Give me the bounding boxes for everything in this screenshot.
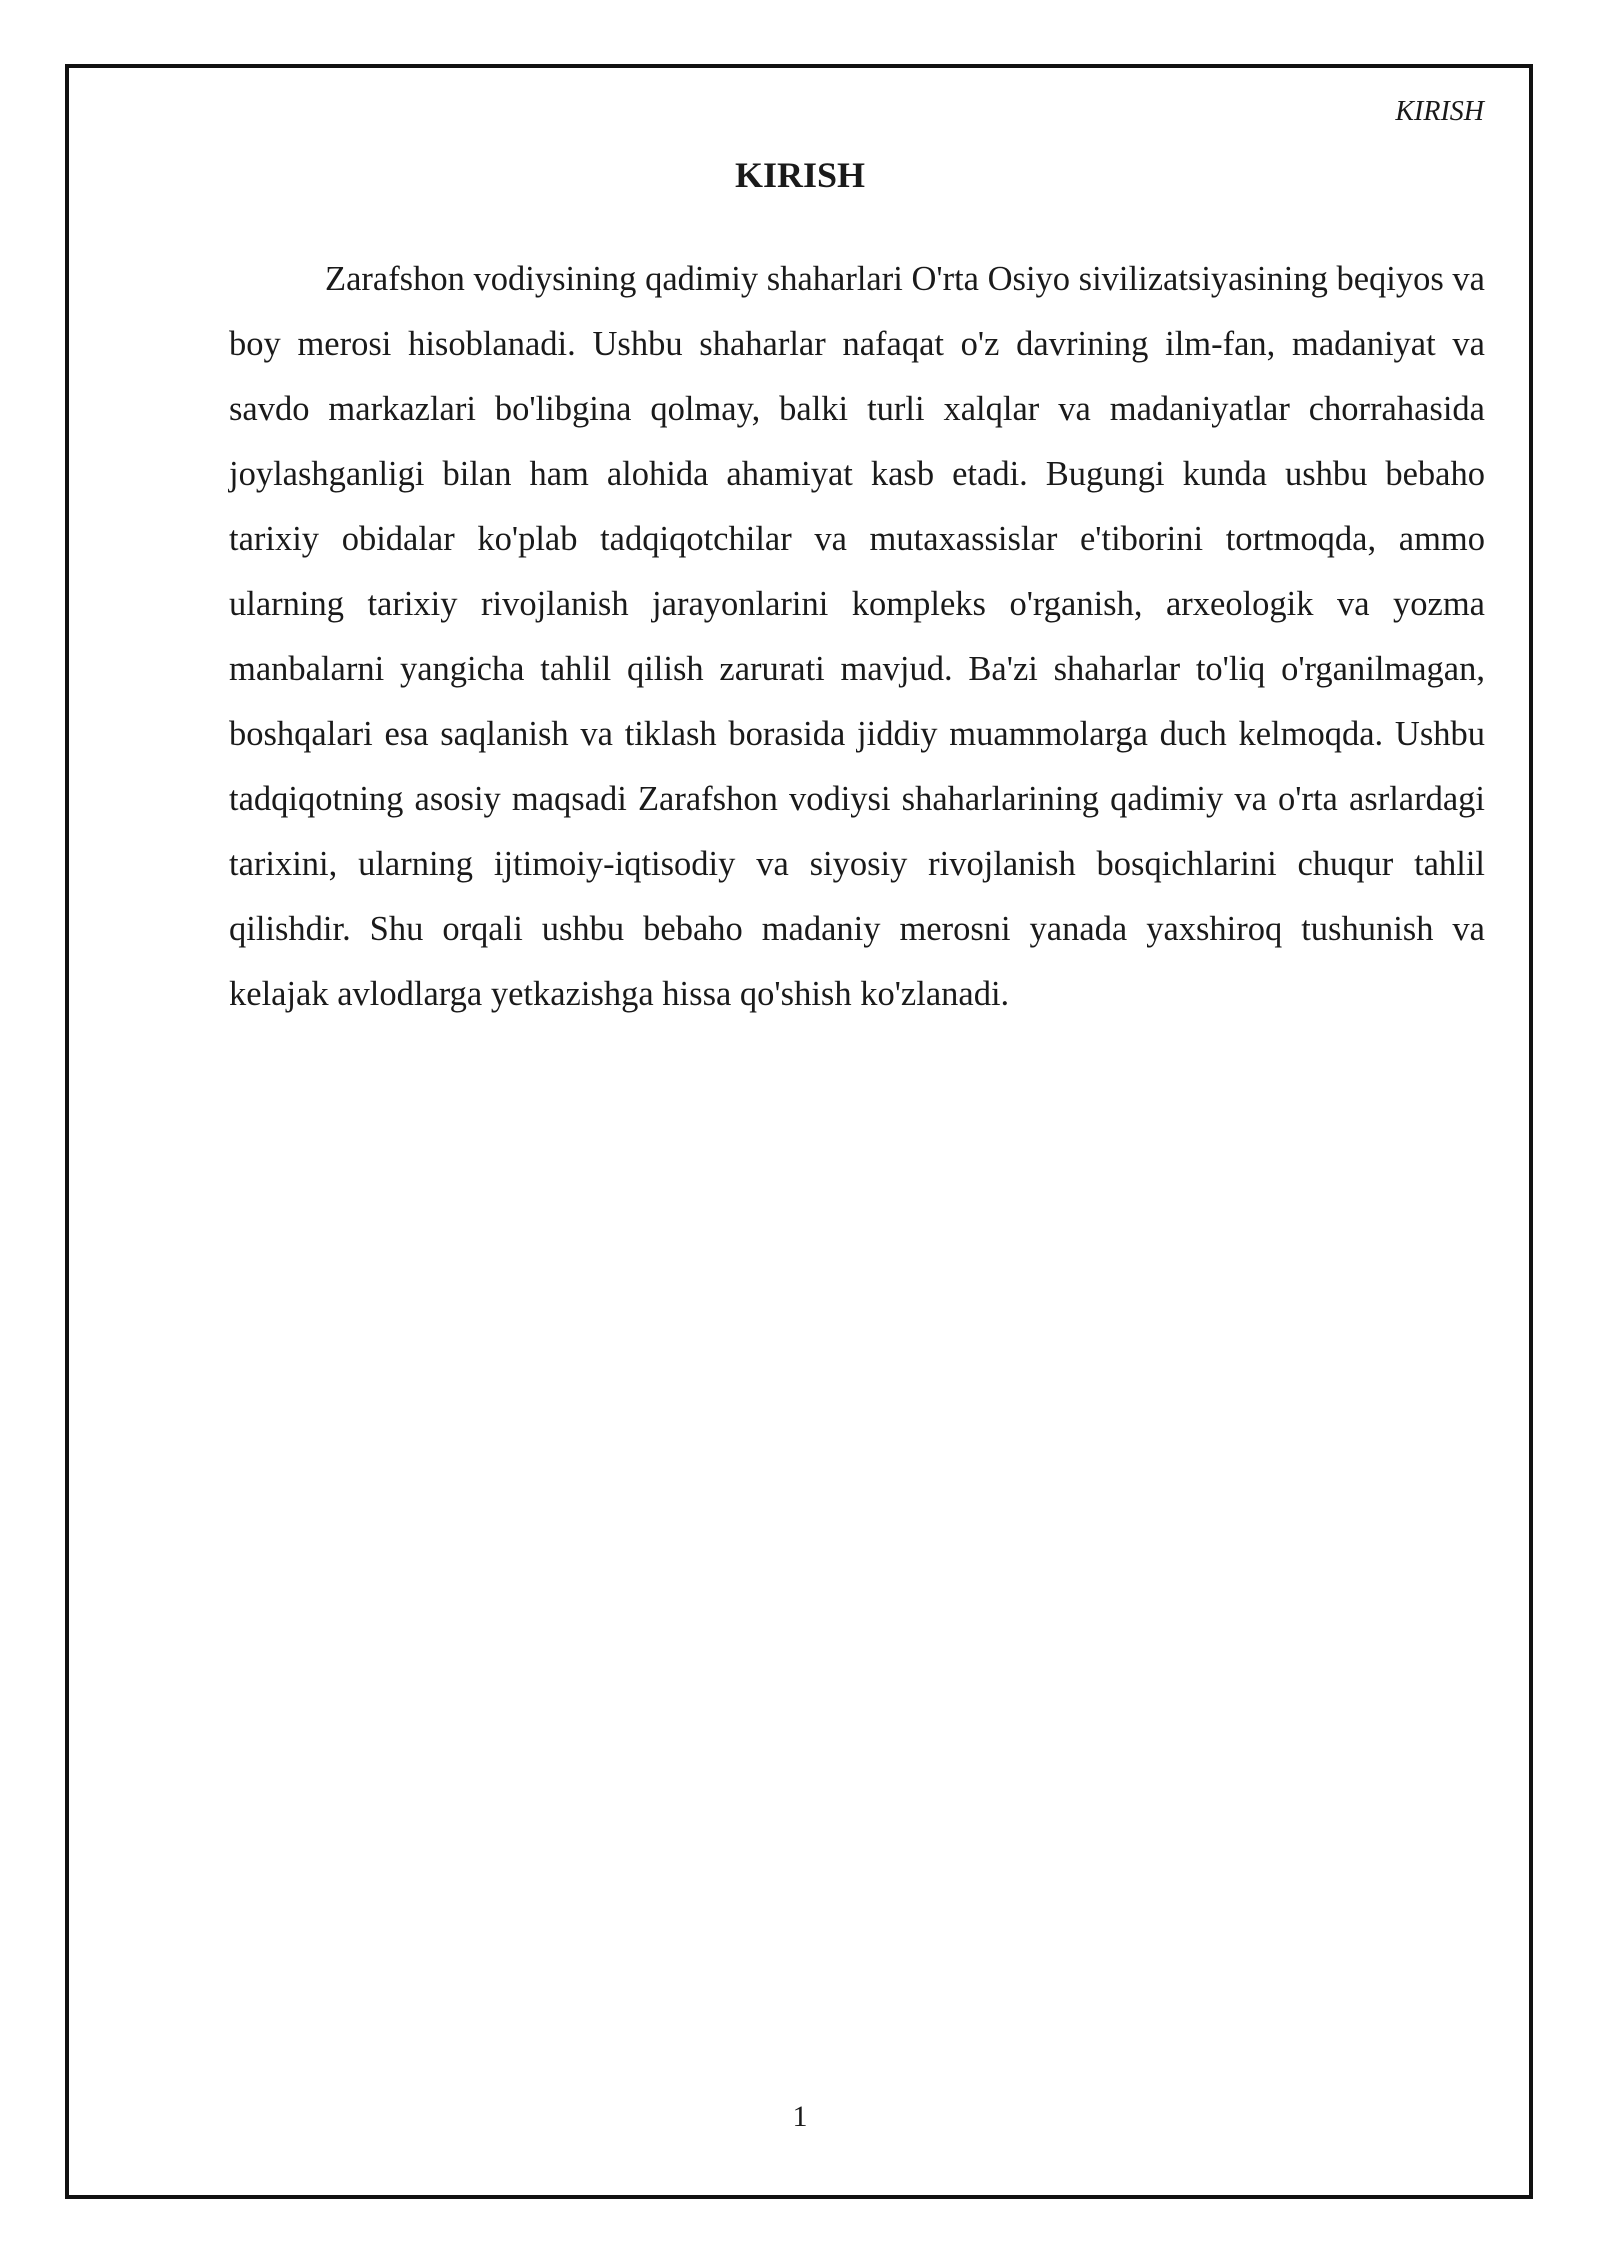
running-header: KIRISH xyxy=(1395,96,1484,127)
body-paragraph: Zarafshon vodiysining qadimiy shaharlari O'rta Osiyo sivilizatsiyasining beqiyos va boy merosi hisoblanadi. Ushbu shaharlar nafaqat o'z davrining ilm-fan, madaniyat va savdo markazlari bo'libgina qolmay, balki turli xalqlar va madaniyatlar chorrahasida joylashganligi bilan ham alohida ahamiyat kasb etadi. Bugungi kunda ushbu bebaho tarixiy obidalar ko'plab tadqiqotchilar va mutaxassislar e'tiborini tortmoqda, ammo ularning tarixiy rivojlanish jarayonlarini kompleks o'rganish, arxeologik va yozma manbalarni yangicha tahlil qilish zarurati mavjud. Ba'zi shaharlar to'liq o'rganilmagan, boshqalari esa saqlanish va tiklash borasida jiddiy muammolarga duch kelmoqda. Ushbu tadqiqotning asosiy maqsadi Zarafshon vodiysi shaharlarining qadimiy va o'rta asrlardagi tarixini, ularning ijtimoiy-iqtisodiy va siyosiy rivojlanish bosqichlarini chuqur tahlil qilishdir. Shu orqali ushbu bebaho madaniy merosni yanada yaxshiroq tushunish va kelajak avlodlarga yetkazishga hissa qo'shish ko'zlanadi. xyxy=(229,260,1485,1013)
page-number: 1 xyxy=(792,2100,808,2133)
page-title: KIRISH xyxy=(734,155,866,195)
